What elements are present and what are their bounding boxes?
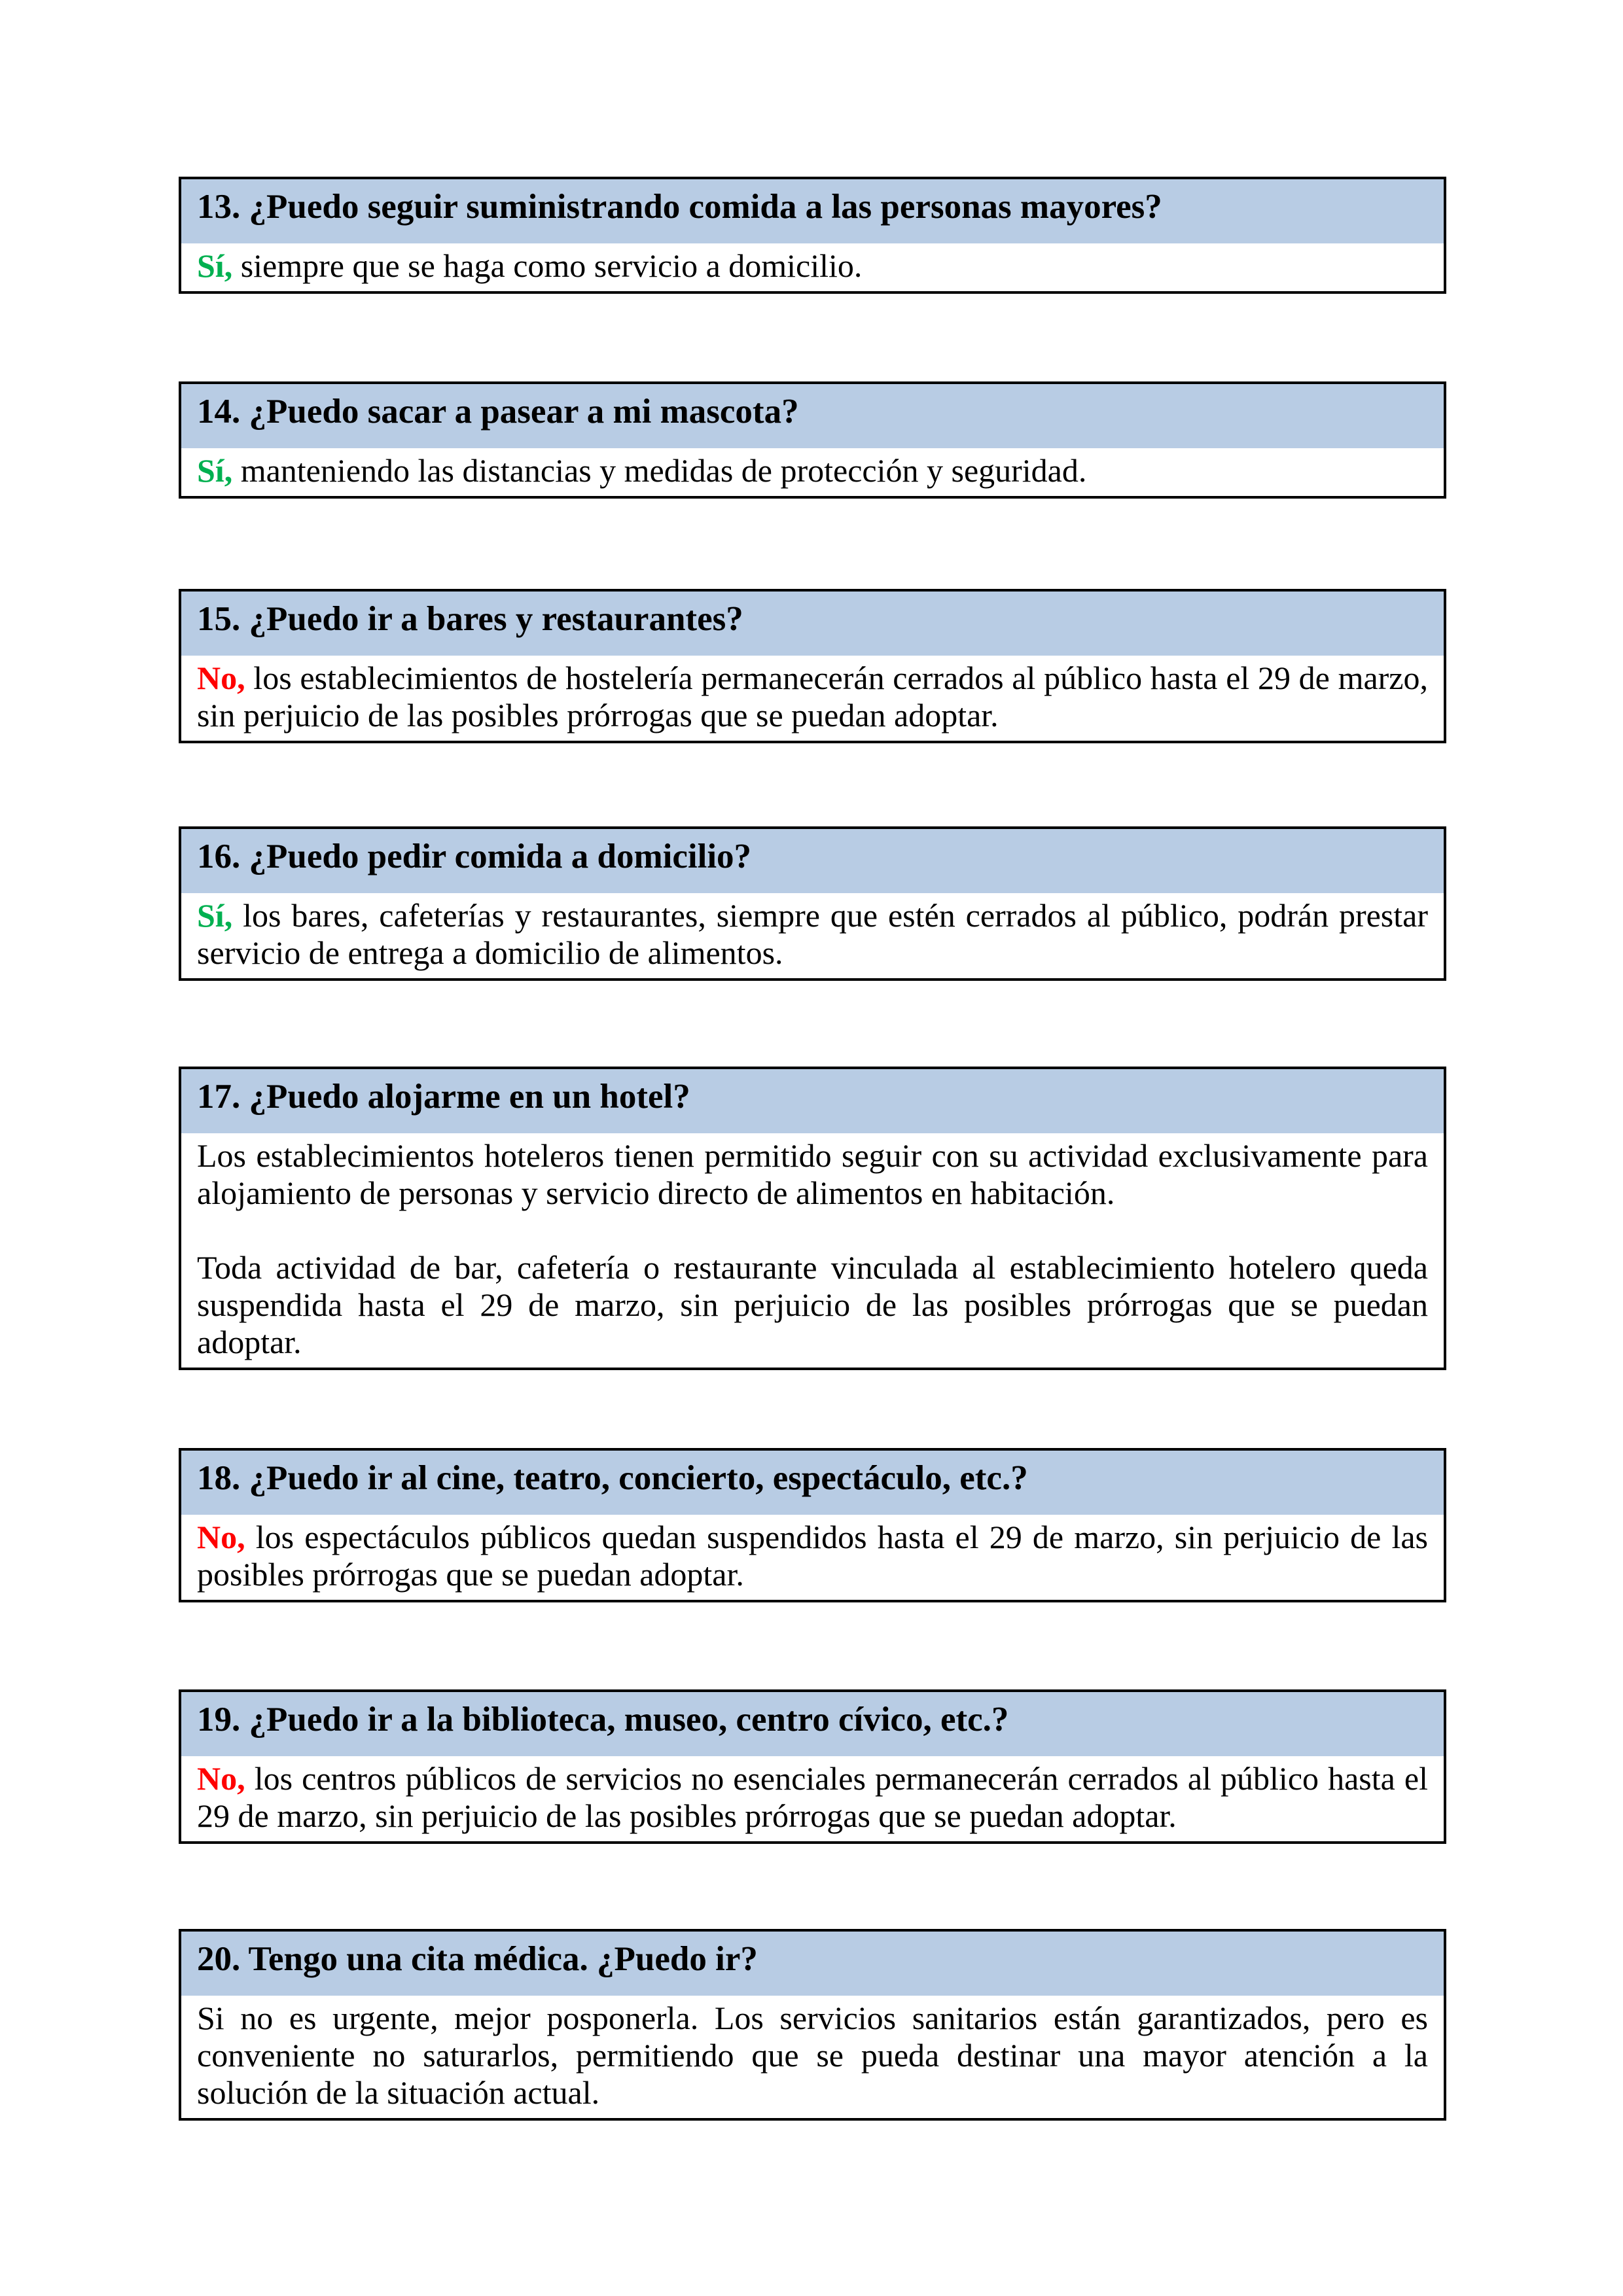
faq-item <box>179 177 1446 294</box>
question-title: 17. ¿Puedo alojarme en un hotel? <box>197 1078 690 1116</box>
answer-body <box>181 243 1444 291</box>
faq-item <box>179 1448 1446 1602</box>
question-title: 19. ¿Puedo ir a la biblioteca, museo, centro cívico, etc.? <box>197 1701 1009 1739</box>
question-header <box>181 1451 1444 1515</box>
answer-text: los bares, cafeterías y restaurantes, siempre que estén cerrados al público, podrán prestar servicio de entrega a domicilio de alimentos. <box>197 897 1428 971</box>
question-title: 15. ¿Puedo ir a bares y restaurantes? <box>197 600 743 638</box>
answer-body <box>181 893 1444 978</box>
answer-body <box>181 1756 1444 1841</box>
answer-paragraph <box>197 897 1428 972</box>
answer-lead-no: No, <box>197 1760 245 1797</box>
answer-text: Si no es urgente, mejor posponerla. Los servicios sanitarios están garantizados, pero es conveniente no saturarlos, permitiendo que se pueda destinar una mayor atención a la solución de la situación actual. <box>197 2000 1428 2111</box>
answer-text: Toda actividad de bar, cafetería o restaurante vinculada al establecimiento hotelero queda suspendida hasta el 29 de marzo, sin perjuicio de las posibles prórrogas que se puedan adoptar. <box>197 1249 1428 1360</box>
answer-text: los establecimientos de hostelería permanecerán cerrados al público hasta el 29 de marzo, sin perjuicio de las posibles prórrogas que se puedan adoptar. <box>197 660 1428 733</box>
answer-paragraph <box>197 452 1428 489</box>
faq-item <box>179 589 1446 743</box>
answer-paragraph <box>197 660 1428 734</box>
answer-body <box>181 1996 1444 2118</box>
answer-lead-no: No, <box>197 1519 245 1555</box>
faq-item <box>179 1067 1446 1370</box>
question-title: 14. ¿Puedo sacar a pasear a mi mascota? <box>197 393 799 431</box>
answer-paragraph <box>197 1519 1428 1593</box>
answer-paragraph <box>197 1137 1428 1212</box>
answer-paragraph <box>197 1249 1428 1361</box>
question-title: 13. ¿Puedo seguir suministrando comida a las personas mayores? <box>197 188 1162 226</box>
answer-body <box>181 1133 1444 1368</box>
answer-lead-no: No, <box>197 660 245 696</box>
faq-item <box>179 381 1446 499</box>
question-title: 16. ¿Puedo pedir comida a domicilio? <box>197 838 752 875</box>
question-header <box>181 829 1444 893</box>
question-title: 18. ¿Puedo ir al cine, teatro, concierto, espectáculo, etc.? <box>197 1459 1028 1497</box>
answer-body <box>181 1515 1444 1600</box>
faq-item <box>179 1929 1446 2121</box>
faq-item <box>179 826 1446 981</box>
faq-list <box>179 177 1446 2121</box>
question-title: 20. Tengo una cita médica. ¿Puedo ir? <box>197 1940 758 1978</box>
answer-lead-si: Sí, <box>197 247 233 284</box>
answer-paragraph <box>197 2000 1428 2111</box>
answer-paragraph <box>197 247 1428 285</box>
faq-item <box>179 1689 1446 1844</box>
answer-text: los centros públicos de servicios no esenciales permanecerán cerrados al público hasta el 29 de marzo, sin perjuicio de las posibles prórrogas que se puedan adoptar. <box>197 1760 1428 1834</box>
answer-text: siempre que se haga como servicio a domicilio. <box>232 247 863 284</box>
answer-text: manteniendo las distancias y medidas de protección y seguridad. <box>232 452 1087 489</box>
answer-text: Los establecimientos hoteleros tienen permitido seguir con su actividad exclusivamente para alojamiento de personas y servicio directo de alimentos en habitación. <box>197 1137 1428 1211</box>
answer-lead-si: Sí, <box>197 897 233 934</box>
question-header <box>181 592 1444 656</box>
answer-body <box>181 656 1444 741</box>
question-header <box>181 1069 1444 1133</box>
answer-paragraph <box>197 1760 1428 1835</box>
answer-body <box>181 448 1444 496</box>
answer-lead-si: Sí, <box>197 452 233 489</box>
question-header <box>181 1932 1444 1996</box>
question-header <box>181 384 1444 448</box>
answer-text: los espectáculos públicos quedan suspendidos hasta el 29 de marzo, sin perjuicio de las posibles prórrogas que se puedan adoptar. <box>197 1519 1428 1593</box>
question-header <box>181 1692 1444 1756</box>
question-header <box>181 179 1444 243</box>
